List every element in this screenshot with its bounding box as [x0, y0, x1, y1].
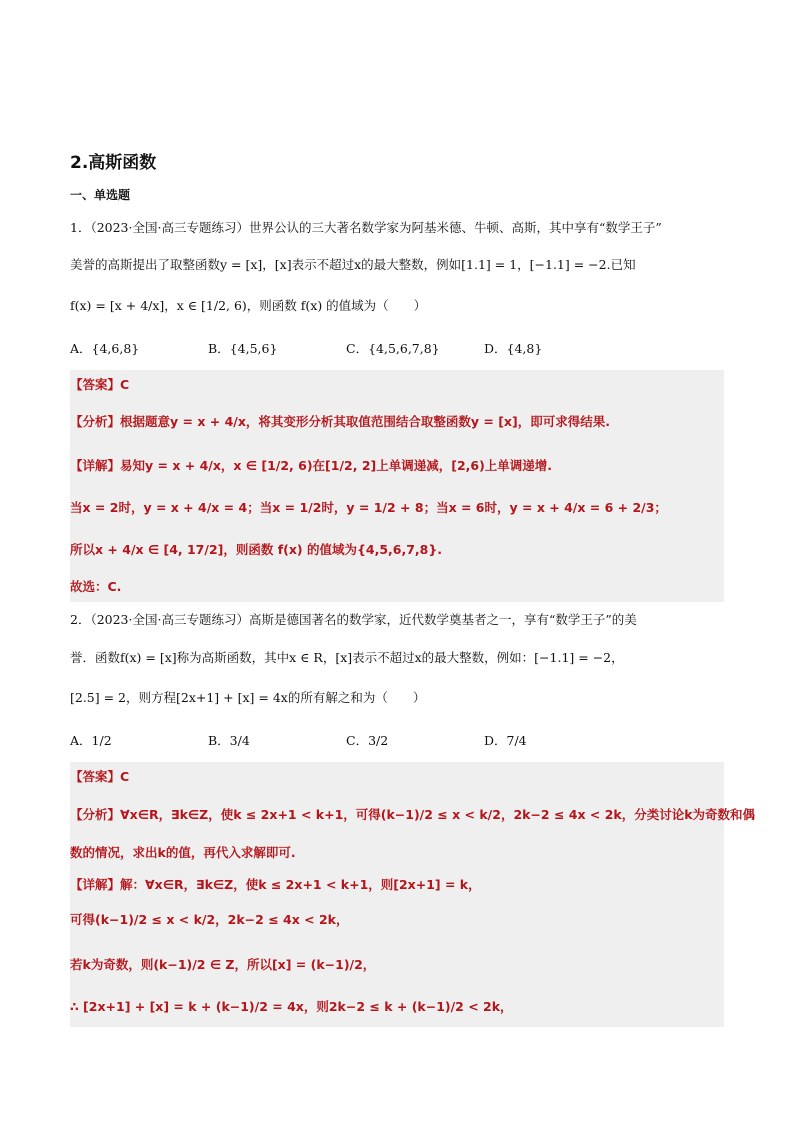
q2-stem-line3: [2.5] = 2，则方程[2x+1] + [x] = 4x的所有解之和为（ ） [70, 690, 426, 705]
q1-option-a[interactable]: A．{4,6,8} [70, 341, 140, 356]
q1-option-d[interactable]: D．{4,8} [484, 341, 543, 356]
q2-solution-box [70, 762, 756, 1027]
q1-solution-box [70, 370, 724, 602]
q2-answer: 【答案】C [70, 769, 130, 784]
q1-answer: 【答案】C [70, 377, 130, 392]
q2-analysis-line2: 数的情况，求出k的值，再代入求解即可. [70, 845, 296, 860]
q2-option-a[interactable]: A．1/2 [70, 733, 112, 748]
q2-detail3: 若k为奇数，则(k−1)/2 ∈ Z，所以[x] = (k−1)/2， [70, 957, 376, 972]
q2-detail1: 【详解】解：∀x∈R，∃k∈Z，使k ≤ 2x+1 < k+1，则[2x+1] = k， [70, 877, 481, 892]
section-title: 2.高斯函数 [70, 153, 157, 173]
q1-stem-line2: 美誉的高斯提出了取整函数y = [x]，[x]表示不超过x的最大整数，例如[1.1] = 1，[−1.1] = −2.已知 [70, 257, 636, 272]
q2-detail2: 可得(k−1)/2 ≤ x < k/2，2k−2 ≤ 4x < 2k， [70, 912, 349, 927]
q1-detail2: 当x = 2时，y = x + 4/x = 4；当x = 1/2时，y = 1/2 + 8；当x = 6时，y = x + 4/x = 6 + 2/3； [70, 500, 667, 515]
q1-detail1: 【详解】易知y = x + 4/x，x ∈ [1/2, 6)在[1/2, 2]上单调递减，[2,6)上单调递增. [70, 458, 553, 473]
q1-option-c[interactable]: C．{4,5,6,7,8} [346, 341, 440, 356]
q1-stem-line1: 1．（2023·全国·高三专题练习）世界公认的三大著名数学家为阿基米德、牛顿、高斯，其中享有“数学王子” [70, 220, 662, 235]
q1-detail4: 故选：C. [70, 579, 122, 594]
q2-detail4: ∴ [2x+1] + [x] = k + (k−1)/2 = 4x，则2k−2 ≤ k + (k−1)/2 < 2k， [70, 999, 513, 1014]
q2-options [70, 731, 622, 751]
q2-analysis-line1: 【分析】∀x∈R，∃k∈Z，使k ≤ 2x+1 < k+1，可得(k−1)/2 ≤ x < k/2，2k−2 ≤ 4x < 2k，分类讨论k为奇数和偶 [70, 807, 756, 822]
q2-stem-line1: 2．（2023·全国·高三专题练习）高斯是德国著名的数学家，近代数学奠基者之一，享有“数学王子”的美 [70, 612, 637, 627]
q1-detail3: 所以x + 4/x ∈ [4, 17/2]，则函数 f(x) 的值域为{4,5,6,7,8}. [70, 542, 443, 557]
q1-options [70, 339, 622, 359]
subsection-title: 一、单选题 [70, 188, 131, 202]
q2-option-c[interactable]: C．3/2 [346, 733, 389, 748]
q2-option-d[interactable]: D．7/4 [484, 733, 527, 748]
q1-stem-line3: f(x) = [x + 4/x]，x ∈ [1/2, 6)，则函数 f(x) 的值域为（ ） [70, 298, 427, 313]
q1-analysis: 【分析】根据题意y = x + 4/x，将其变形分析其取值范围结合取整函数y = [x]，即可求得结果. [70, 414, 610, 429]
q1-option-b[interactable]: B．{4,5,6} [208, 341, 278, 356]
q2-stem-line2: 誉．函数f(x) = [x]称为高斯函数，其中x ∈ R，[x]表示不超过x的最大整数，例如：[−1.1] = −2， [70, 650, 624, 665]
q2-option-b[interactable]: B．3/4 [208, 733, 250, 748]
